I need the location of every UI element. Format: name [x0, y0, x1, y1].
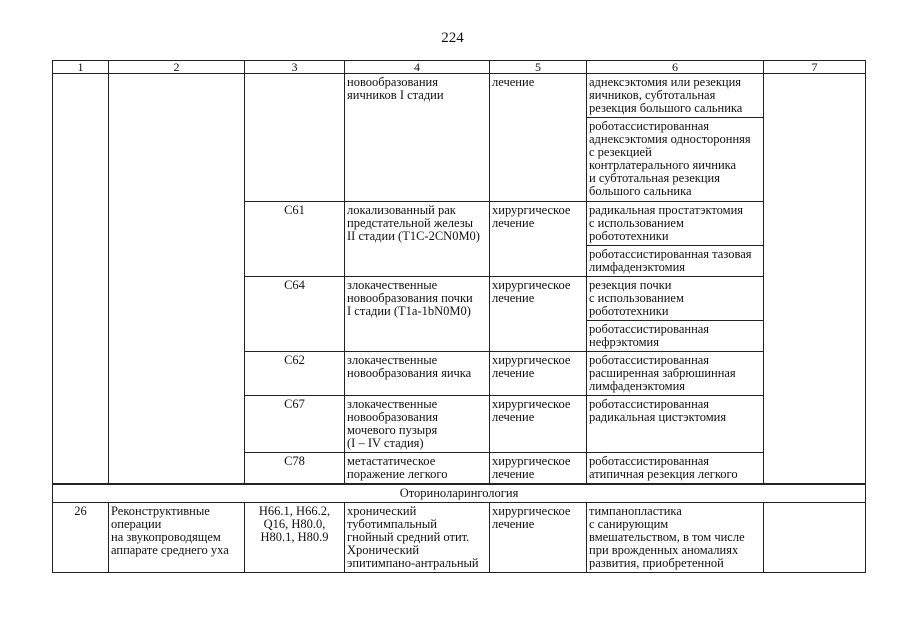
number-cell: 26	[53, 503, 109, 573]
table-row	[53, 503, 866, 573]
treatment-cell: хирургическое лечение	[490, 352, 587, 396]
name-cell	[109, 74, 245, 484]
method-cell: резекция почки с использованием робототехники	[587, 277, 764, 321]
table-row	[53, 74, 866, 118]
number-cell	[53, 74, 109, 484]
treatment-cell: хирургическое лечение	[490, 202, 587, 277]
code-cell: H66.1, H66.2, Q16, H80.0, H80.1, H80.9	[245, 503, 345, 573]
section-row	[53, 485, 866, 503]
services-table	[52, 60, 866, 484]
services-table-section	[52, 484, 866, 573]
treatment-cell: хирургическое лечение	[490, 453, 587, 484]
code-cell: C62	[245, 352, 345, 396]
treatment-cell: хирургическое лечение	[490, 396, 587, 453]
column-number-row	[53, 61, 866, 74]
method-cell: тимпанопластика с санирующим вмешательством, в том числе при врожденных аномалиях развития, приобретенной	[587, 503, 764, 573]
code-cell	[245, 74, 345, 202]
column-number: 3	[245, 61, 345, 74]
column-number: 1	[53, 61, 109, 74]
code-cell: C64	[245, 277, 345, 352]
method-cell: роботассистированная тазовая лимфаденэктомия	[587, 246, 764, 277]
treatment-cell: хирургическое лечение	[490, 277, 587, 352]
page-number: 224	[441, 30, 464, 46]
cost-cell	[764, 74, 866, 484]
cost-cell	[764, 503, 866, 573]
diagnosis-cell: злокачественные новообразования мочевого пузыря (I – IV стадия)	[345, 396, 490, 453]
diagnosis-cell: метастатическое поражение легкого	[345, 453, 490, 484]
diagnosis-cell: новообразования яичников I стадии	[345, 74, 490, 202]
code-cell: C78	[245, 453, 345, 484]
column-number: 4	[345, 61, 490, 74]
method-cell: роботассистированная радикальная цистэктомия	[587, 396, 764, 453]
diagnosis-cell: хронический туботимпальный гнойный средний отит. Хронический эпитимпано-антральный	[345, 503, 490, 573]
section-title: Оториноларингология	[53, 485, 866, 503]
column-number: 5	[490, 61, 587, 74]
column-number: 2	[109, 61, 245, 74]
treatment-cell: хирургическое лечение	[490, 503, 587, 573]
method-cell: роботассистированная аднексэктомия односторонняя с резекцией контрлатерального яичника и субтотальная резекция большого сальника	[587, 118, 764, 202]
diagnosis-cell: злокачественные новообразования яичка	[345, 352, 490, 396]
column-number: 6	[587, 61, 764, 74]
method-cell: роботассистированная нефрэктомия	[587, 321, 764, 352]
diagnosis-cell: злокачественные новообразования почки I стадии (T1a-1bN0M0)	[345, 277, 490, 352]
method-cell: роботассистированная атипичная резекция легкого	[587, 453, 764, 484]
treatment-cell: лечение	[490, 74, 587, 202]
code-cell: C67	[245, 396, 345, 453]
method-cell: роботассистированная расширенная забрюшинная лимфаденэктомия	[587, 352, 764, 396]
code-cell: C61	[245, 202, 345, 277]
column-number: 7	[764, 61, 866, 74]
method-cell: аднексэктомия или резекция яичников, субтотальная резекция большого сальника	[587, 74, 764, 118]
diagnosis-cell: локализованный рак предстательной железы II стадии (T1C-2CN0M0)	[345, 202, 490, 277]
method-cell: радикальная простатэктомия с использованием робототехники	[587, 202, 764, 246]
name-cell: Реконструктивные операции на звукопроводящем аппарате среднего уха	[109, 503, 245, 573]
